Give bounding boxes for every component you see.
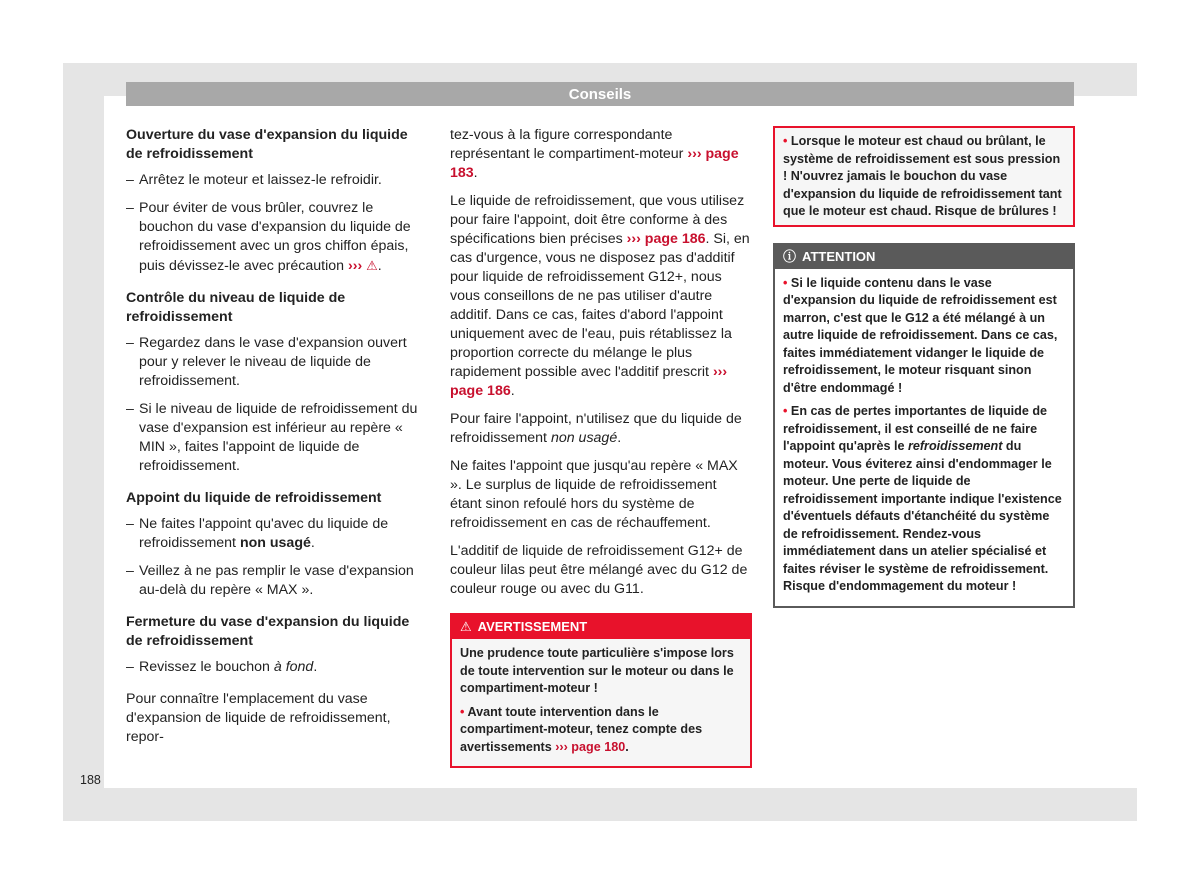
cross-reference-link[interactable]: ›››	[348, 258, 363, 274]
body-paragraph: Pour faire l'appoint, n'utilisez que du liquide de refroidissement non usagé.	[450, 411, 742, 446]
attention-box-header	[775, 245, 1073, 269]
danger-note-box: • Lorsque le moteur est chaud ou brûlant, le système de refroidissement est sous pression ! N'ouvrez jamais le bouchon du vase d'expansion du liquide de refroidissement tant que le moteur est chaud. Risque de brûlures !	[773, 126, 1075, 227]
attention-text: • En cas de pertes importantes de liquide de refroidissement, il est conseillé de ne faire l'appoint qu'après le refroidissement du moteur. Vous éviterez ainsi d'endommager le moteur. Une perte de liquide de refroidissement importante indique l'existence d'éventuels défauts d'étanchéité du système de refroidissement. Rendez-vous immédiatement dans un atelier spécialisé et faites réviser le système de refroidissement. Risque d'endommagement du moteur !	[783, 404, 1062, 593]
list-item: – Ne faites l'appoint qu'avec du liquide de refroidissement non usagé.	[126, 515, 426, 553]
warning-box-body	[452, 639, 750, 766]
warning-box	[450, 613, 752, 768]
bullet-icon: •	[783, 404, 788, 418]
body-paragraph: tez-vous à la figure correspondante représentant le compartiment-moteur ››› page 183.	[450, 127, 739, 181]
step-list	[126, 515, 426, 600]
attention-box-body	[775, 269, 1073, 606]
attention-text: • Si le liquide contenu dans le vase d'expansion du liquide de refroidissement est marron, c'est que le G12 a été mélangé à un autre liquide de refroidissement. Dans ce cas, faites immédiatement vidanger le liquide de refroidissement, le moteur risquant sinon d'être endommagé !	[783, 275, 1058, 395]
body-paragraph: Ne faites l'appoint que jusqu'au repère « MAX ». Le surplus de liquide de refroidissement étant sinon refoulé hors du système de refroidissement en cas de réchauffement.	[450, 458, 738, 531]
body-paragraph: Pour connaître l'emplacement du vase d'expansion de liquide de refroidissement, repor-	[126, 691, 391, 745]
page-link[interactable]: ››› page 183	[450, 146, 739, 181]
list-item: – Arrêtez le moteur et laissez-le refroidir.	[126, 171, 426, 190]
bullet-icon: •	[783, 275, 788, 290]
section-topping-up	[126, 489, 426, 600]
section-heading: Fermeture du vase d'expansion du liquide de refroidissement	[126, 614, 410, 649]
warning-triangle-icon: ⚠	[460, 619, 472, 634]
body-paragraph: L'additif de liquide de refroidissement G12+ de couleur lilas peut être mélangé avec du G12 de couleur rouge ou avec du G11.	[450, 543, 748, 597]
bullet-icon: •	[460, 704, 465, 719]
body-paragraph: Le liquide de refroidissement, que vous utilisez pour faire l'appoint, doit être conforme à des spécifications bien précises ››› page 186. Si, en cas d'urgence, vous ne disposez pas d'additif pour liquide de refroidissement G12+, nous vous conseillons de ne pas utiliser d'autre additif. Dans ce cas, faites d'abord l'appoint uniquement avec de l'eau, puis rétablissez la proportion correcte du mélange le plus rapidement possible avec l'additif prescrit ››› page 186.	[450, 193, 750, 399]
section-level-check	[126, 289, 426, 476]
attention-box	[773, 243, 1075, 608]
list-item: – Revissez le bouchon à fond.	[126, 658, 426, 677]
step-list	[126, 658, 426, 677]
page-number: 188	[80, 773, 101, 787]
list-item: – Pour éviter de vous brûler, couvrez le bouchon du vase d'expansion du liquide de refroidissement avec un gros chiffon épais, puis dévissez-le avec précaution ››› ⚠.	[126, 199, 426, 276]
column-left	[126, 126, 426, 756]
warning-text: Une prudence toute particulière s'impose lors de toute intervention sur le moteur ou dans le compartiment-moteur !	[460, 646, 734, 695]
warning-triangle-icon: ⚠	[366, 258, 378, 273]
attention-title: ATTENTION	[802, 248, 876, 264]
page-link[interactable]: ››› page 186	[450, 364, 728, 399]
section-heading: Appoint du liquide de refroidissement	[126, 490, 382, 506]
section-header: Conseils	[126, 82, 1074, 106]
column-middle	[450, 126, 752, 768]
step-list	[126, 334, 426, 476]
page-link[interactable]: ››› page 180	[555, 739, 626, 754]
section-closing	[126, 613, 426, 677]
section-heading: Ouverture du vase d'expansion du liquide de refroidissement	[126, 127, 408, 162]
list-item: – Veillez à ne pas remplir le vase d'expansion au-delà du repère « MAX ».	[126, 562, 426, 600]
warning-box-header	[452, 615, 750, 639]
warning-title: AVERTISSEMENT	[477, 619, 588, 634]
info-circle-icon: ⓘ	[783, 248, 797, 264]
section-opening	[126, 126, 426, 276]
section-heading: Contrôle du niveau de liquide de refroidissement	[126, 290, 346, 325]
step-list	[126, 171, 426, 276]
column-right	[773, 126, 1075, 608]
list-item: – Regardez dans le vase d'expansion ouvert pour y relever le niveau de liquide de refroidissement.	[126, 334, 426, 391]
page-link[interactable]: ››› page 186	[626, 231, 706, 247]
warning-text: • Avant toute intervention dans le compartiment-moteur, tenez compte des avertissements ››› page 180.	[460, 704, 703, 754]
bullet-icon: •	[783, 134, 788, 148]
list-item: – Si le niveau de liquide de refroidissement du vase d'expansion est inférieur au repère « MIN », faites l'appoint de liquide de refroidissement.	[126, 400, 426, 476]
